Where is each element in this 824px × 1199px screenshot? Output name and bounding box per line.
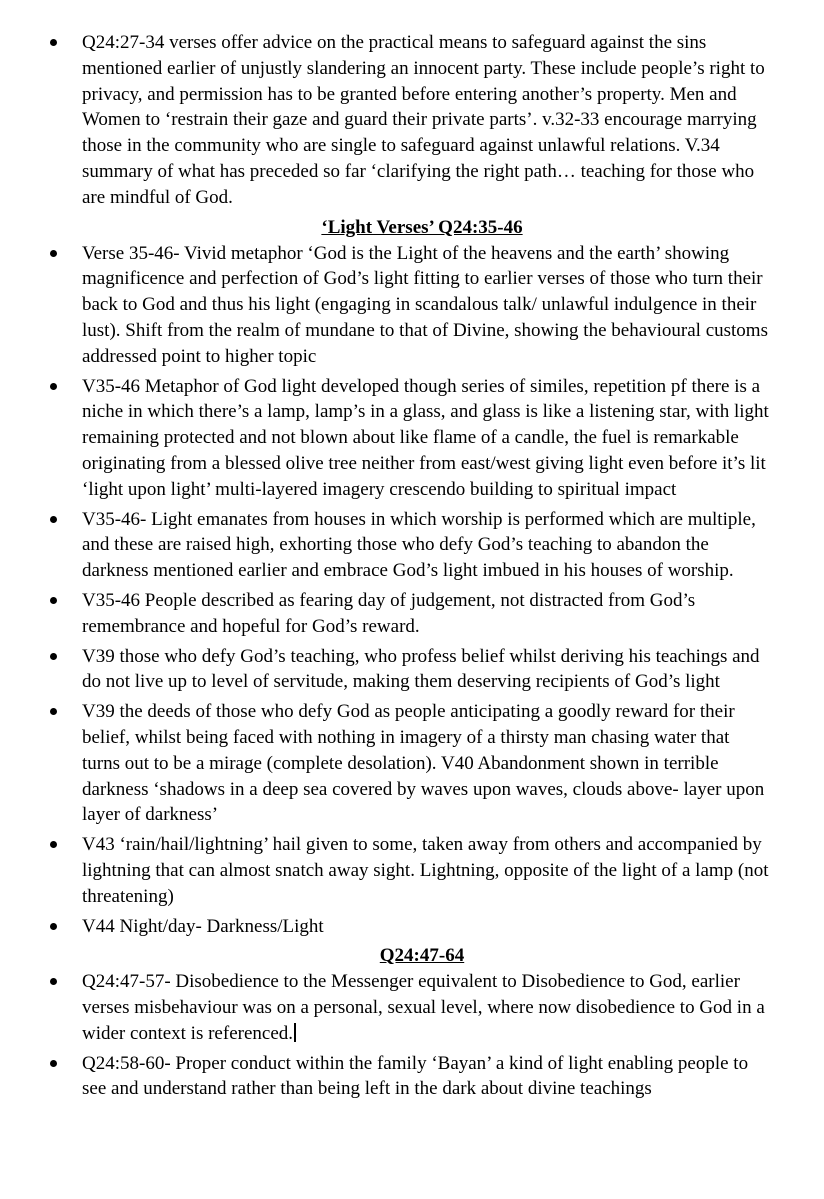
bullet-icon: [50, 841, 57, 848]
text-cursor: [294, 1023, 296, 1042]
list-item: Verse 35-46- Vivid metaphor ‘God is the Light of the heavens and the earth’ showing magnificence and perfection of God’s light fitting to earlier verses of those who turn their back to God and thus his light (engaging in scandalous talk/ unlawful indulgence in their lust). Shift from the realm of mundane to that of Divine, showing the behavioural customs addressed point to higher topic: [0, 241, 824, 370]
section-heading-light-verses: ‘Light Verses’ Q24:35-46: [321, 216, 523, 238]
list-item: Q24:47-57- Disobedience to the Messenger equivalent to Disobedience to God, earlier verses misbehaviour was on a personal, sexual level, where now disobedience to God in a wider context is referenced.: [0, 969, 824, 1046]
list-item: V35-46 Metaphor of God light developed though series of similes, repetition pf there is a niche in which there’s a lamp, lamp’s in a glass, and glass is like a listening star, with light remaining protected and not blown about like flame of a candle, the fuel is remarkable originating from a blessed olive tree neither from east/west giving light even before it’s lit ‘light upon light’ multi-layered imagery crescendo building to spiritual impact: [0, 374, 824, 503]
list-item: V35-46 People described as fearing day of judgement, not distracted from God’s remembrance and hopeful for God’s reward.: [0, 588, 824, 640]
bullet-list-q24-47-64: [0, 969, 824, 1102]
bullet-icon: [50, 708, 57, 715]
bullet-icon: [50, 978, 57, 985]
bullet-icon: [50, 653, 57, 660]
document-page: [0, 30, 824, 1106]
bullet-icon: [50, 383, 57, 390]
bullet-list-intro: [0, 30, 824, 211]
list-item: Q24:27-34 verses offer advice on the practical means to safeguard against the sins mentioned earlier of unjustly slandering an innocent party. These include people’s right to privacy, and permission has to be granted before entering another’s property. Men and Women to ‘restrain their gaze and guard their private parts’. v.32-33 encourage marrying those in the community who are single to safeguard against unlawful relations. V.34 summary of what has preceded so far ‘clarifying the right path… teaching for those who are mindful of God.: [0, 30, 824, 211]
bullet-list-light-verses: [0, 241, 824, 940]
list-item: V44 Night/day- Darkness/Light: [0, 914, 824, 940]
list-item: Q24:58-60- Proper conduct within the family ‘Bayan’ a kind of light enabling people to see and understand rather than being left in the dark about divine teachings: [0, 1051, 824, 1103]
list-item: V39 the deeds of those who defy God as people anticipating a goodly reward for their belief, whilst being faced with nothing in imagery of a thirsty man chasing water that turns out to be a mirage (complete desolation). V40 Abandonment shown in terrible darkness ‘shadows in a deep sea covered by waves upon waves, clouds above- layer upon layer of darkness’: [0, 699, 824, 828]
bullet-icon: [50, 516, 57, 523]
bullet-icon: [50, 923, 57, 930]
bullet-icon: [50, 597, 57, 604]
list-item: V39 those who defy God’s teaching, who profess belief whilst deriving his teachings and do not live up to level of servitude, making them deserving recipients of God’s light: [0, 644, 824, 696]
bullet-icon: [50, 1060, 57, 1067]
bullet-icon: [50, 250, 57, 257]
bullet-icon: [50, 39, 57, 46]
list-item: V43 ‘rain/hail/lightning’ hail given to some, taken away from others and accompanied by lightning that can almost snatch away sight. Lightning, opposite of the light of a lamp (not threatening): [0, 832, 824, 909]
section-heading-q24-47-64: Q24:47-64: [379, 945, 465, 967]
list-item: V35-46- Light emanates from houses in which worship is performed which are multiple, and these are raised high, exhorting those who defy God’s teaching to abandon the darkness mentioned earlier and embrace God’s light imbued in his houses of worship.: [0, 507, 824, 584]
